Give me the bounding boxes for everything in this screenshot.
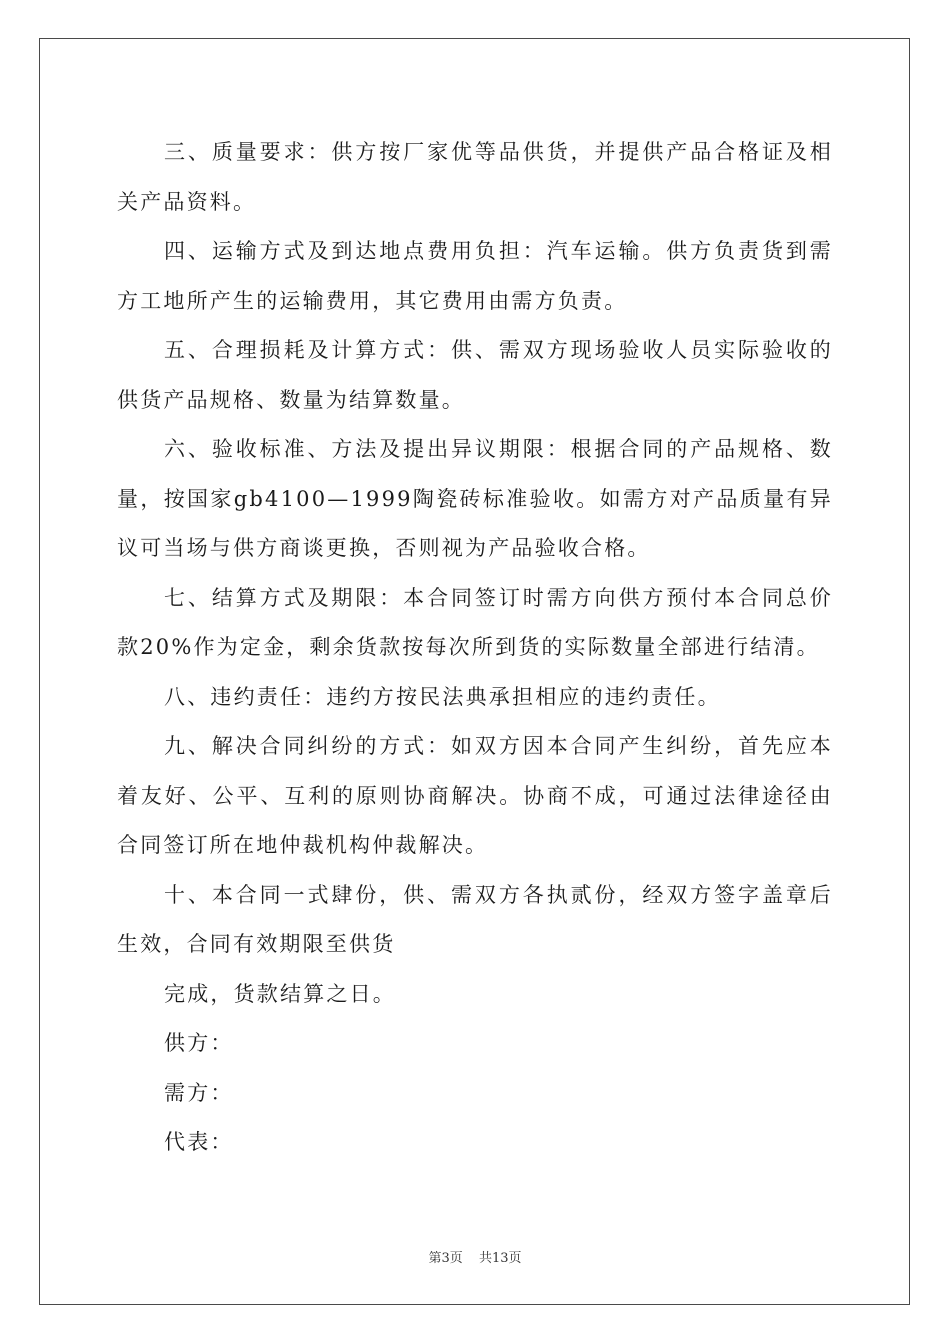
clause-continuation: 完成，货款结算之日。: [164, 981, 396, 1006]
document-body: [117, 128, 833, 1168]
clause-acceptance: 六、验收标准、方法及提出异议期限：根据合同的产品规格、数量，按国家gb4100—1999陶瓷砖标准验收。如需方对产品质量有异议可当场与供方商谈更换，否则视为产品验收合格。: [117, 437, 833, 560]
clause-settlement: 七、结算方式及期限：本合同签订时需方向供方预付本合同总价款20%作为定金，剩余货款按每次所到货的实际数量全部进行结清。: [117, 585, 833, 659]
signature-supplier: 供方：: [164, 1031, 234, 1055]
clause-loss-calculation: 五、合理损耗及计算方式：供、需双方现场验收人员实际验收的供货产品规格、数量为结算数量。: [117, 338, 833, 412]
clause-quality: 三、质量要求：供方按厂家优等品供货，并提供产品合格证及相关产品资料。: [117, 140, 833, 214]
clause-transport: 四、运输方式及到达地点费用负担：汽车运输。供方负责货到需方工地所产生的运输费用，其它费用由需方负责。: [117, 239, 833, 313]
clause-dispute: 九、解决合同纠纷的方式：如双方因本合同产生纠纷，首先应本着友好、公平、互利的原则协商解决。协商不成，可通过法律途径由合同签订所在地仲裁机构仲裁解决。: [117, 734, 833, 857]
page-total: 共13页: [478, 1251, 522, 1266]
signature-buyer: 需方：: [164, 1080, 234, 1105]
signature-representative: 代表：: [164, 1130, 234, 1154]
clause-liability: 八、违约责任：违约方按民法典承担相应的违约责任。: [164, 684, 721, 709]
clause-copies: 十、本合同一式肆份，供、需双方各执贰份，经双方签字盖章后生效，合同有效期限至供货: [117, 882, 833, 956]
page-number: 第3页: [428, 1251, 463, 1266]
page-footer: [0, 1247, 950, 1266]
